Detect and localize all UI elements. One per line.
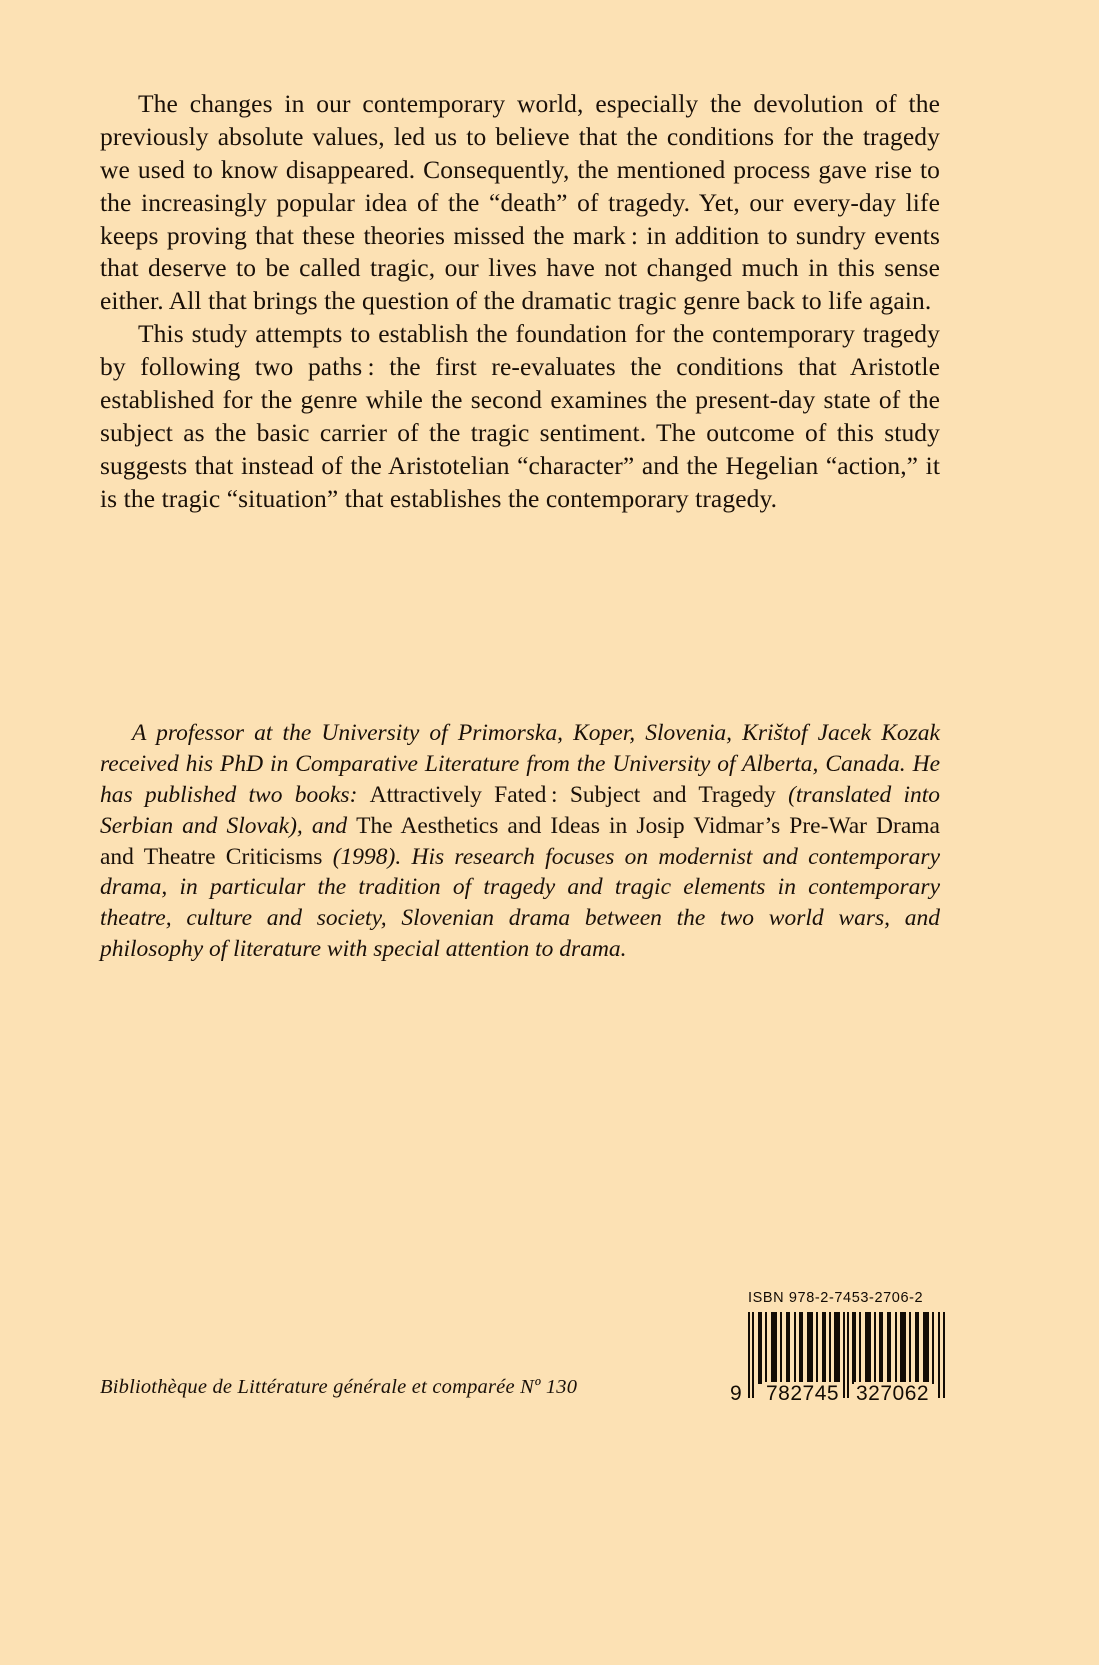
series-line: Bibliothèque de Littérature générale et comparée Nº 130 (100, 1376, 578, 1398)
description-paragraph-2: This study attempts to establish the foundation for the contemporary tragedy by following two paths : the first re-evaluates the conditions that Aristotle established for the genre while the second examines the present-day state of the subject as the basic carrier of the tragic sentiment. The outcome of this study suggests that instead of the Aristotelian “character” and the Hegelian “action,” it is the tragic “situation” that establishes the contemporary tragedy. (100, 319, 940, 513)
bio-text-part-3: (1998). His research focuses on modernist and contemporary drama, in particular the tradition of tragedy and tragic elements in contemporary theatre, culture and society, Slovenian drama between the two world wars, and philosophy of literature with special attention to drama. (100, 843, 941, 963)
description-paragraph-1: The changes in our contemporary world, especially the devolution of the previously absolute values, led us to believe that the conditions for the tragedy we used to know disappeared. Consequently, the mentioned process gave rise to the increasingly popular idea of the “death” of tragedy. Yet, our every-day life keeps proving that these theories missed the mark : in addition to sundry events that deserve to be called tragic, our lives have not changed much in this sense either. All that brings the question of the dramatic tragic genre back to life again. (100, 89, 940, 316)
bio-text-part-2: (translated into Serbian and Slovak), and (100, 781, 941, 839)
book-description (100, 88, 940, 516)
barcode-digit-group-1: 782745 (766, 1382, 840, 1405)
author-biography (100, 718, 940, 965)
barcode-digit-group-2: 327062 (856, 1382, 930, 1405)
biography-paragraph (100, 718, 940, 965)
ean13-barcode (730, 1312, 947, 1405)
barcode-lead-digit: 9 (730, 1382, 743, 1405)
bio-book-title-1: Attractively Fated : Subject and Tragedy (369, 781, 776, 808)
barcode-block (730, 1290, 948, 1405)
bio-text-part-1: A professor at the University of Primorska, Koper, Slovenia, Krištof Jacek Kozak received his PhD in Comparative Literature from the University of Alberta, Canada. He has published two books: (100, 720, 940, 808)
isbn-label: ISBN 978-2-7453-2706-2 (748, 1290, 924, 1306)
barcode-digits (730, 1382, 947, 1405)
bio-book-title-2: The Aesthetics and Ideas in Josip Vidmar’s Pre-War Drama and Theatre Criticisms (100, 812, 940, 870)
